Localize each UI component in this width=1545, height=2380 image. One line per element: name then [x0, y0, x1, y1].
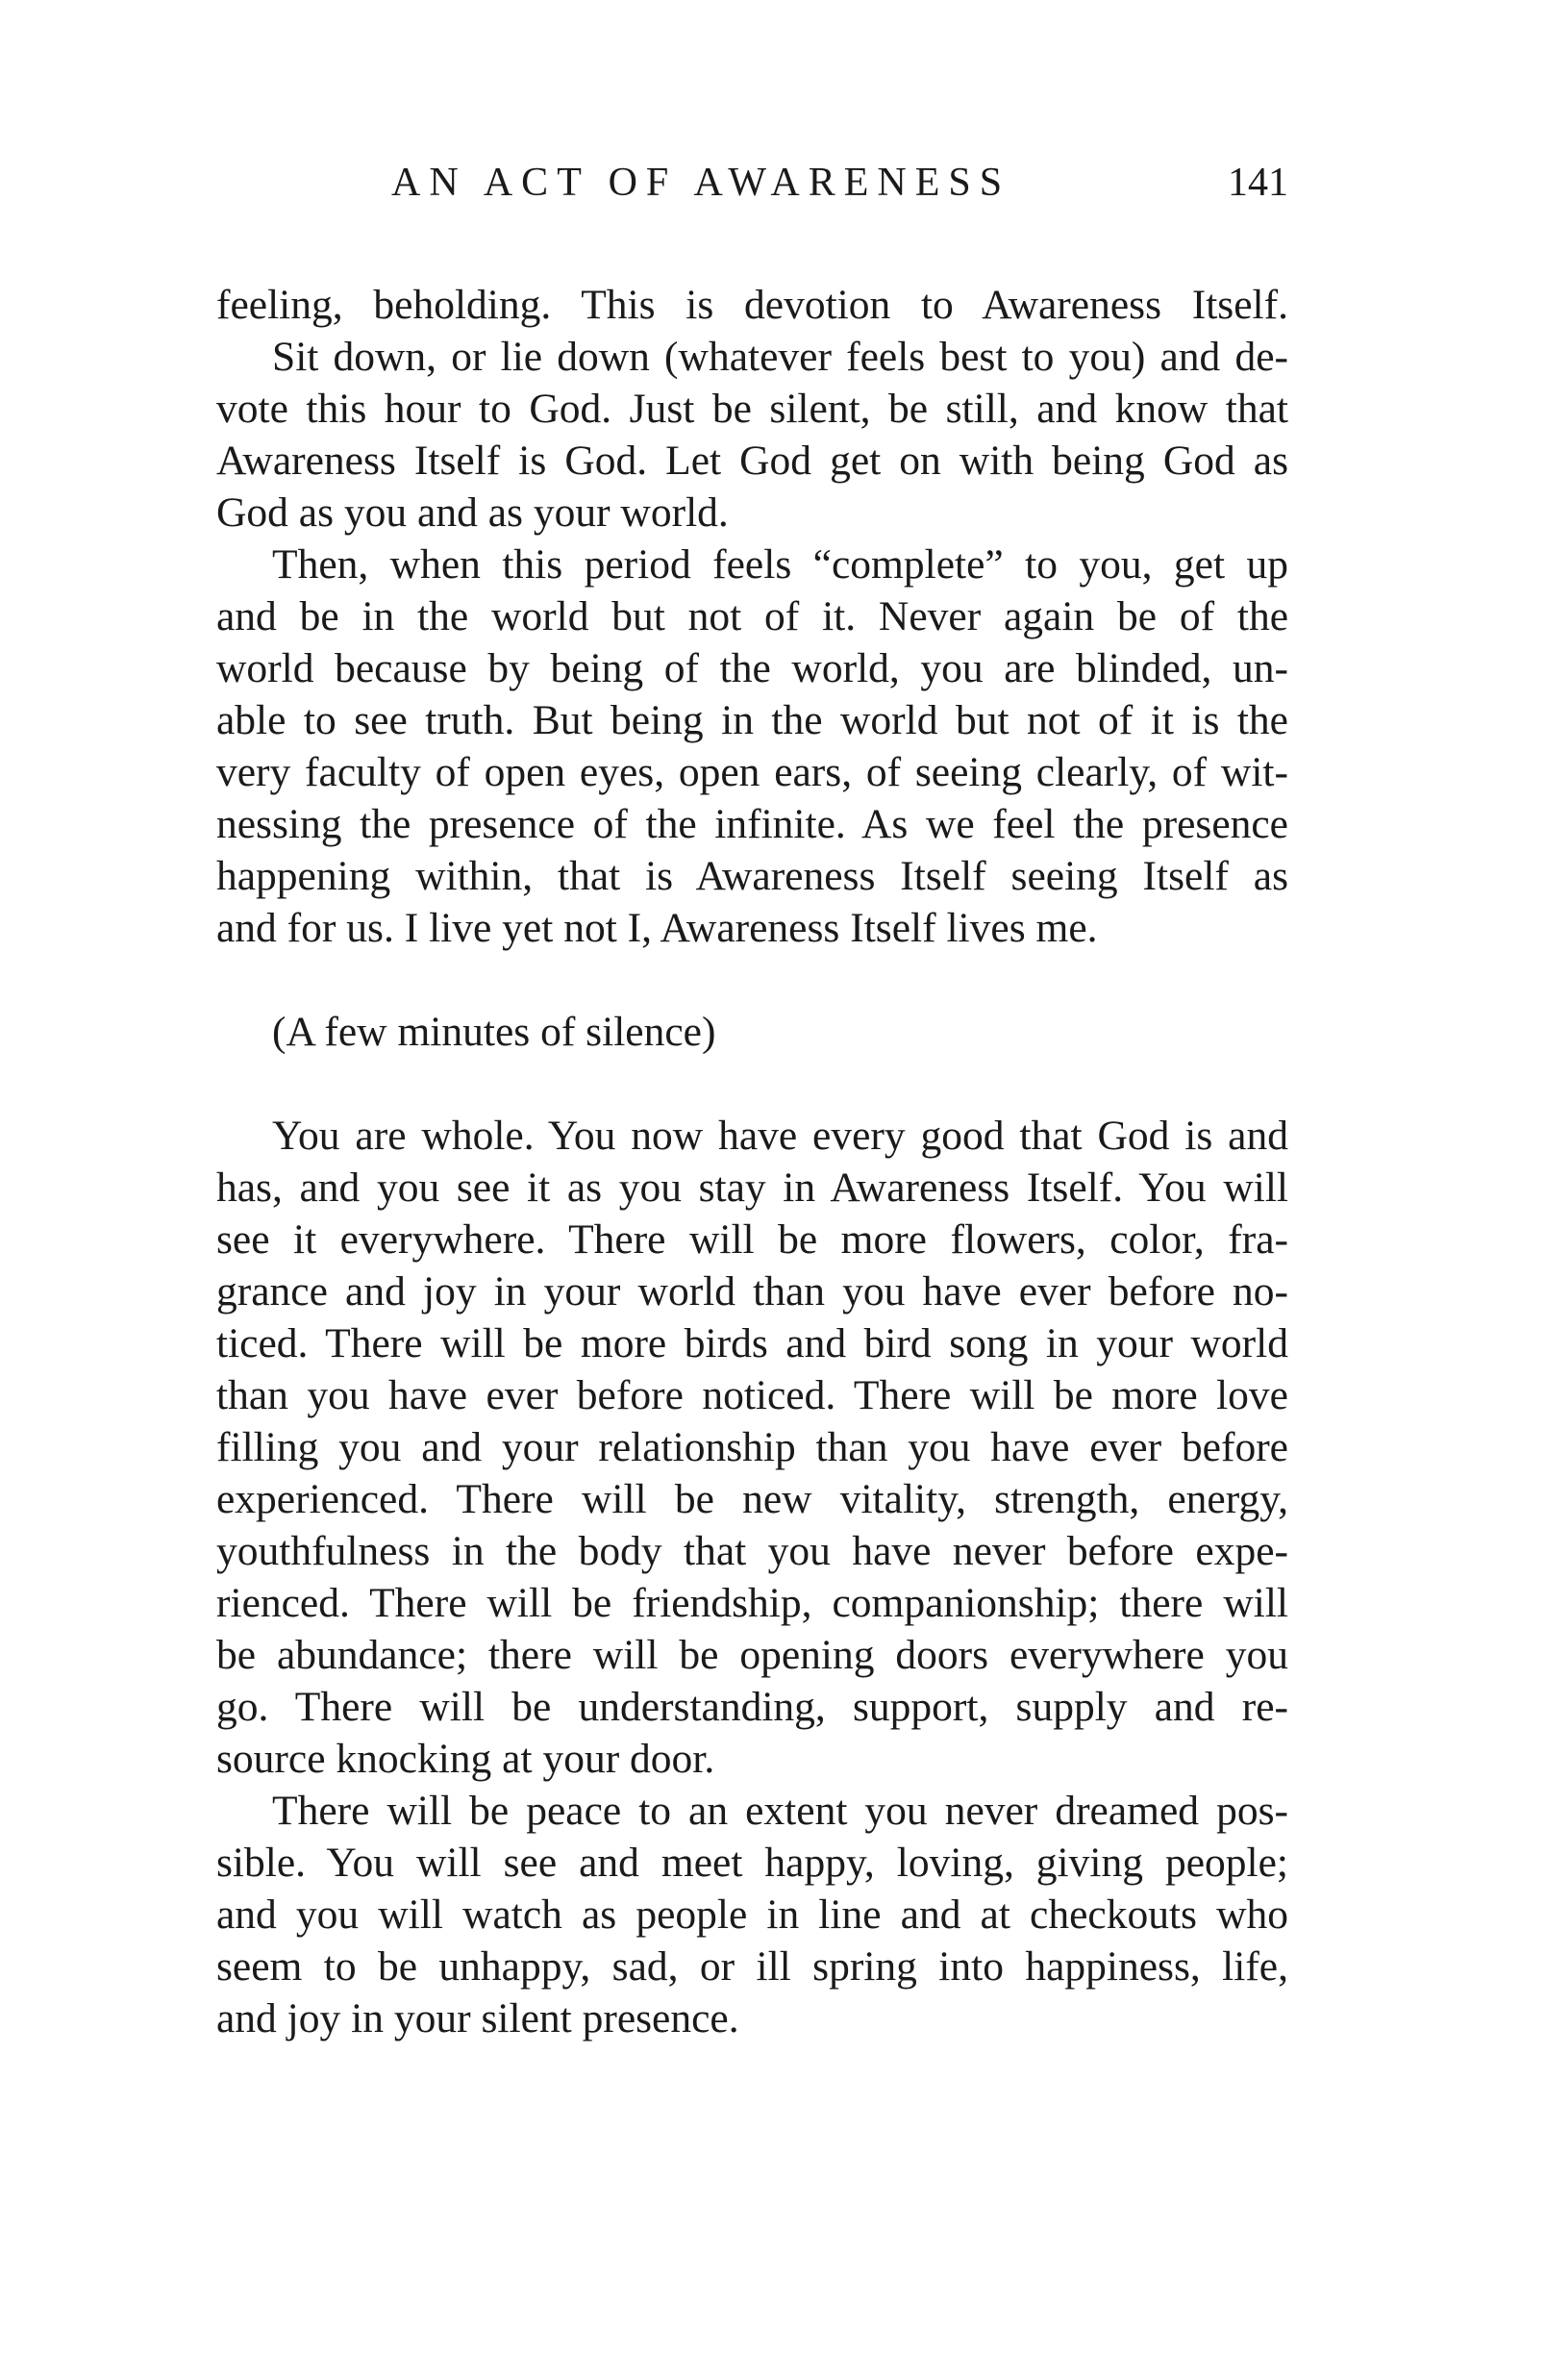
running-head: [216, 154, 1288, 212]
text-line: Then, when this period feels “complete” to you, get up: [272, 541, 1288, 588]
text-line: sible. You will see and meet happy, loving, giving people;: [216, 1840, 1288, 1886]
text-line: feeling, beholding. This is devotion to Awareness Itself.: [216, 282, 1288, 328]
text-line: than you have ever before noticed. There will be more love: [216, 1372, 1288, 1418]
page-number: 141: [1228, 161, 1288, 205]
text-line: source knocking at your door.: [216, 1736, 715, 1782]
text-line: world because by being of the world, you are blinded, un-: [216, 645, 1288, 691]
text-line: ticed. There will be more birds and bird song in your world: [216, 1320, 1288, 1366]
text-line: God as you and as your world.: [216, 489, 729, 536]
paragraph-gap: [216, 1058, 1288, 1110]
text-line: experienced. There will be new vitality, strength, energy,: [216, 1476, 1288, 1522]
text-line: There will be peace to an extent you never dreamed pos-: [272, 1788, 1288, 1834]
text-line: see it everywhere. There will be more flowers, color, fra-: [216, 1216, 1288, 1263]
text-line: vote this hour to God. Just be silent, be still, and know that: [216, 386, 1288, 432]
silence-note: (A few minutes of silence): [272, 1009, 716, 1055]
text-line: be abundance; there will be opening doors everywhere you: [216, 1632, 1288, 1678]
text-line: go. There will be understanding, support, supply and re-: [216, 1684, 1288, 1730]
text-line: and for us. I live yet not I, Awareness Itself lives me.: [216, 905, 1098, 951]
text-line: filling you and your relationship than you have ever before: [216, 1424, 1288, 1470]
text-line: youthfulness in the body that you have never before expe-: [216, 1528, 1288, 1574]
text-line: Awareness Itself is God. Let God get on with being God as: [216, 438, 1288, 484]
text-line: and be in the world but not of it. Never again be of the: [216, 593, 1288, 639]
text-line: You are whole. You now have every good that God is and: [272, 1113, 1288, 1159]
text-line: rienced. There will be friendship, companionship; there will: [216, 1580, 1288, 1626]
text-line: happening within, that is Awareness Itself seeing Itself as: [216, 853, 1288, 899]
running-title: AN ACT OF AWARENESS: [391, 161, 1011, 205]
text-line: Sit down, or lie down (whatever feels best to you) and de-: [272, 334, 1288, 380]
text-line: seem to be unhappy, sad, or ill spring into happiness, life,: [216, 1943, 1288, 1990]
paragraph-gap: [216, 954, 1288, 1006]
text-line: able to see truth. But being in the world but not of it is the: [216, 697, 1288, 743]
text-line: grance and joy in your world than you have ever before no-: [216, 1268, 1288, 1315]
body-text: [216, 279, 1288, 2044]
text-line: and joy in your silent presence.: [216, 1995, 739, 2042]
text-line: nessing the presence of the infinite. As we feel the presence: [216, 801, 1288, 847]
text-line: has, and you see it as you stay in Awareness Itself. You will: [216, 1165, 1288, 1211]
text-line: and you will watch as people in line and at checkouts who: [216, 1891, 1288, 1938]
text-line: very faculty of open eyes, open ears, of seeing clearly, of wit-: [216, 749, 1288, 795]
